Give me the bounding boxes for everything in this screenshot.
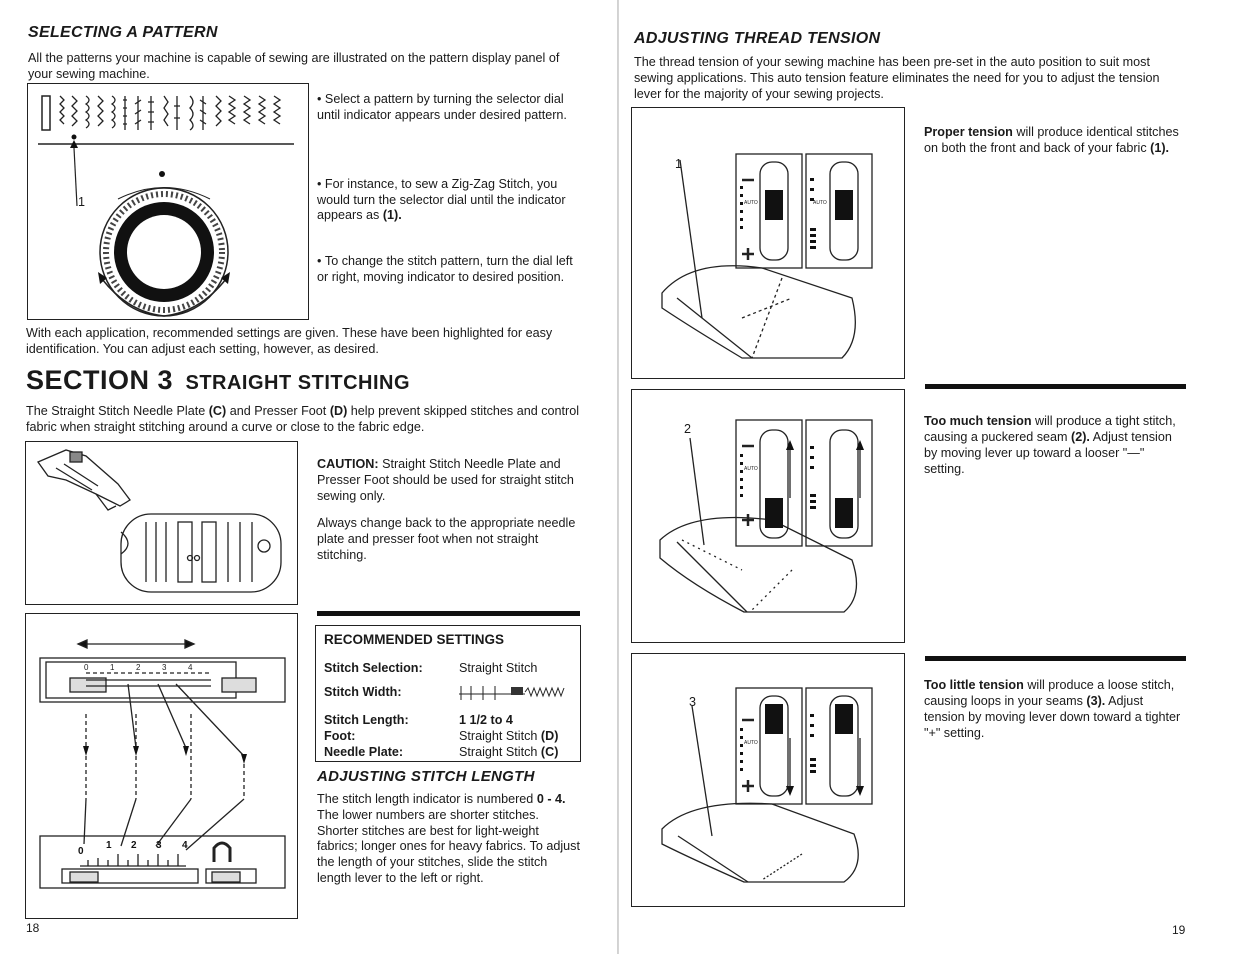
settings-list xyxy=(324,660,574,760)
tension-dial-illustration xyxy=(632,108,904,378)
too-much-tension-text xyxy=(924,413,1186,477)
setting-value: Straight Stitch xyxy=(459,729,538,743)
ref-d: (D) xyxy=(329,404,348,418)
too-little-tension-text xyxy=(924,677,1186,741)
change-back-note: Always change back to the appropriate needle plate and presser foot when not straight stitching. xyxy=(317,516,576,562)
auto-label: AUTO xyxy=(813,200,827,206)
setting-value: 1 1/2 to 4 xyxy=(459,713,513,727)
too-little-desc: will produce a loose stitch, causing loops in your seams xyxy=(924,678,1175,708)
top-scale-tick: 0 xyxy=(84,663,89,672)
setting-label: Stitch Width: xyxy=(324,685,402,699)
top-scale-tick: 3 xyxy=(162,663,167,672)
bullet-select-pattern: • Select a pattern by turning the selector dial until indicator appears under desired pattern. xyxy=(317,92,567,122)
setting-stitch-selection xyxy=(324,660,574,676)
intro-text: help prevent skipped stitches and control fabric when straight stitching around a curve or close to the fabric edge. xyxy=(26,404,580,434)
setting-foot xyxy=(324,728,574,744)
tension-figure-too-little xyxy=(631,653,905,907)
tension-figure-proper xyxy=(631,107,905,379)
setting-stitch-width xyxy=(324,684,574,706)
needle-plate-illustration xyxy=(26,442,297,604)
setting-stitch-length xyxy=(324,712,574,728)
section-number: SECTION 3 xyxy=(26,365,174,395)
recommended-settings-box xyxy=(315,625,581,762)
selecting-pattern-heading: SELECTING A PATTERN xyxy=(28,24,218,41)
too-little-rule xyxy=(925,656,1186,661)
bottom-scale-tick: 4 xyxy=(182,840,188,851)
length-text: The lower numbers are shorter stitches. Shorter stitches are best for light-weight fabrics; longer ones for heavy fabrics. To adjust the length of your stitches, slide the stitch length lever to the left or right. xyxy=(317,807,580,885)
page-number-right: 19 xyxy=(1172,923,1186,937)
figure-label: 2 xyxy=(684,422,692,436)
intro-text: and Presser Foot xyxy=(229,404,327,418)
ref-c: (C) xyxy=(208,404,227,418)
section-intro xyxy=(26,403,582,435)
setting-label: Stitch Length: xyxy=(324,713,409,727)
figure-ref: (1). xyxy=(1150,141,1170,155)
page-gutter xyxy=(617,0,619,954)
too-much-label: Too much tension xyxy=(924,414,1032,428)
proper-tension-text xyxy=(924,124,1186,156)
stitch-length-figure xyxy=(25,613,298,919)
figure-label: 3 xyxy=(689,695,697,709)
bullet-text: For instance, to sew a Zig-Zag Stitch, you would turn the selector dial until the indicator appears as xyxy=(317,177,566,222)
top-scale-tick: 4 xyxy=(188,663,193,672)
top-scale-tick: 1 xyxy=(110,663,115,672)
figure-ref: (2). xyxy=(1071,430,1090,444)
setting-ref: (C) xyxy=(540,745,559,759)
needle-plate-figure xyxy=(25,441,298,605)
section-title: STRAIGHT STITCHING xyxy=(185,372,411,394)
figure-label: 1 xyxy=(675,157,683,171)
bullet-text: To change the stitch pattern, turn the dial left or right, moving indicator to desired position. xyxy=(317,254,573,284)
auto-label: AUTO xyxy=(744,200,758,206)
setting-ref: (D) xyxy=(540,729,559,743)
bottom-scale-tick: 3 xyxy=(156,840,162,851)
too-little-label: Too little tension xyxy=(924,678,1024,692)
setting-value: Straight Stitch xyxy=(459,661,538,675)
stitch-length-heading: ADJUSTING STITCH LENGTH xyxy=(317,768,535,785)
bullet-text: Select a pattern by turning the selector dial until indicator appears under desired pattern. xyxy=(317,92,567,122)
tension-figure-too-much xyxy=(631,389,905,643)
stitch-length-text xyxy=(317,792,581,887)
setting-label: Foot: xyxy=(324,729,356,743)
top-scale-tick: 2 xyxy=(136,663,141,672)
bottom-scale-tick: 1 xyxy=(106,840,112,851)
length-text: The stitch length indicator is numbered xyxy=(317,792,534,806)
thread-tension-heading: ADJUSTING THREAD TENSION xyxy=(634,30,881,47)
tension-dial-illustration xyxy=(632,654,904,906)
too-much-adjust: Adjust tension by moving lever up toward a looser "—" setting. xyxy=(924,430,1172,476)
length-range: 0 - 4. xyxy=(536,792,566,806)
bullet-zigzag: • For instance, to sew a Zig-Zag Stitch, you would turn the selector dial until the indicator appears as (1). xyxy=(317,177,566,222)
thread-tension-intro: The thread tension of your sewing machine has been pre-set in the auto position to suit most sewing applications. This auto tension feature eliminates the need for you to adjust the tension lever for the majority of your sewing projects. xyxy=(634,55,1160,101)
too-little-adjust: Adjust tension by moving lever down toward a tighter "+" setting. xyxy=(924,694,1181,740)
caution-text: Straight Stitch Needle Plate and Presser Foot should be used for straight stitch sewing only. xyxy=(317,457,574,503)
intro-text: The Straight Stitch Needle Plate xyxy=(26,404,206,418)
settings-note: With each application, recommended settings are given. These have been highlighted for easy identification. You can adjust each setting, however, as desired. xyxy=(26,326,553,356)
page-number-left: 18 xyxy=(26,921,40,935)
bottom-scale-tick: 2 xyxy=(131,840,137,851)
pattern-dial-illustration xyxy=(28,84,308,319)
stitch-length-illustration xyxy=(26,614,297,918)
settings-rule xyxy=(317,611,580,616)
proper-tension-desc: will produce identical stitches on both the front and back of your fabric xyxy=(924,125,1179,155)
stitch-width-scale-icon xyxy=(459,684,571,702)
setting-label: Stitch Selection: xyxy=(324,661,423,675)
settings-title: RECOMMENDED SETTINGS xyxy=(324,632,505,647)
pattern-dial-figure xyxy=(27,83,309,320)
caution-label: CAUTION: xyxy=(317,457,379,471)
figure-ref: (3). xyxy=(1086,694,1106,708)
setting-needle-plate xyxy=(324,744,574,760)
setting-value: Straight Stitch xyxy=(459,745,538,759)
too-much-desc: will produce a tight stitch, causing a puckered seam xyxy=(924,414,1176,444)
caution-note xyxy=(317,456,581,504)
bottom-scale-tick: 0 xyxy=(78,846,84,857)
dial-figure-label: 1 xyxy=(78,195,86,209)
section-heading xyxy=(26,365,410,396)
bullet-figure-ref: (1). xyxy=(382,208,402,222)
too-much-rule xyxy=(925,384,1186,389)
tension-dial-illustration xyxy=(632,390,904,642)
proper-tension-label: Proper tension xyxy=(924,125,1013,139)
bullet-change-pattern: • To change the stitch pattern, turn the dial left or right, moving indicator to desired position. xyxy=(317,254,573,284)
auto-label: AUTO xyxy=(744,740,758,746)
selecting-pattern-intro: All the patterns your machine is capable of sewing are illustrated on the pattern display panel of your sewing machine. xyxy=(28,51,560,81)
auto-label: AUTO xyxy=(744,466,758,472)
setting-label: Needle Plate: xyxy=(324,745,404,759)
